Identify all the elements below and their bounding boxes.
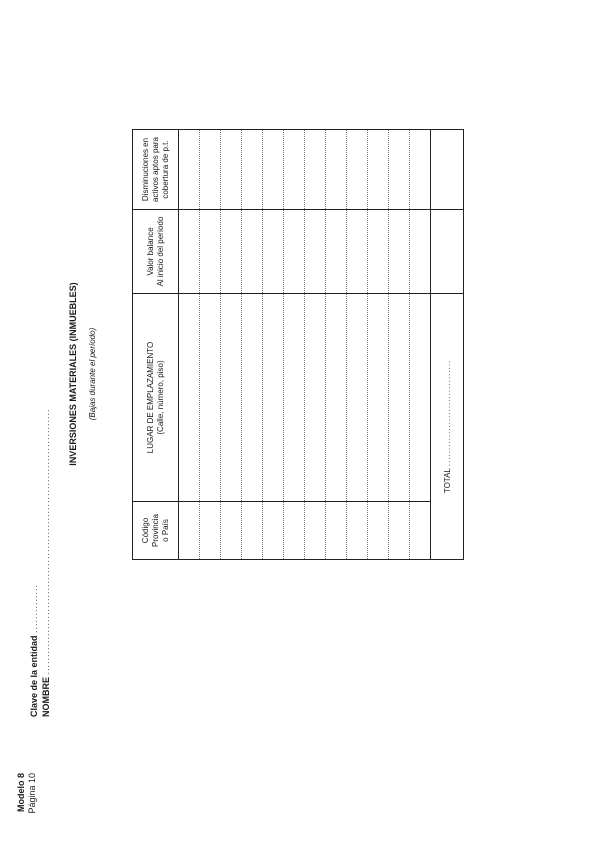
header-codigo-line3: o País [160, 519, 170, 542]
cell-lugar[interactable] [326, 294, 347, 502]
cell-valor[interactable] [368, 210, 389, 294]
model-info [16, 773, 38, 814]
total-disminuciones[interactable] [431, 130, 464, 210]
cell-disminuciones[interactable] [389, 130, 410, 210]
entity-info [28, 408, 52, 717]
cell-codigo[interactable] [389, 502, 410, 560]
form-subtitle: (Bajas durante el período) [88, 327, 97, 421]
header-disminuciones [133, 130, 179, 210]
table-row [347, 130, 368, 560]
cell-valor[interactable] [389, 210, 410, 294]
cell-disminuciones[interactable] [410, 130, 431, 210]
header-codigo-line2: Provincia [150, 514, 160, 547]
cell-codigo[interactable] [179, 502, 200, 560]
cell-lugar[interactable] [347, 294, 368, 502]
total-valor[interactable] [431, 210, 464, 294]
clave-label: Clave de la entidad [29, 635, 39, 717]
table-row [284, 130, 305, 560]
cell-lugar[interactable] [263, 294, 284, 502]
form-title: INVERSIONES MATERIALES (INMUEBLES) [68, 282, 78, 466]
cell-valor[interactable] [305, 210, 326, 294]
table-row [368, 130, 389, 560]
header-codigo [133, 502, 179, 560]
cell-valor[interactable] [200, 210, 221, 294]
cell-codigo[interactable] [284, 502, 305, 560]
cell-valor[interactable] [410, 210, 431, 294]
cell-disminuciones[interactable] [347, 130, 368, 210]
header-dism-line1: Disminuciones en [140, 137, 150, 202]
table-row [200, 130, 221, 560]
cell-lugar[interactable] [410, 294, 431, 502]
header-lugar-line1: LUGAR DE EMPLAZAMIENTO [145, 341, 155, 454]
cell-valor[interactable] [347, 210, 368, 294]
cell-lugar[interactable] [221, 294, 242, 502]
cell-lugar[interactable] [200, 294, 221, 502]
cell-codigo[interactable] [263, 502, 284, 560]
total-dots: ................................. [442, 359, 452, 467]
table-header-row [133, 130, 179, 560]
cell-codigo[interactable] [200, 502, 221, 560]
cell-lugar[interactable] [389, 294, 410, 502]
total-label-cell [431, 294, 464, 560]
cell-codigo[interactable] [347, 502, 368, 560]
cell-valor[interactable] [242, 210, 263, 294]
table-row [389, 130, 410, 560]
nombre-line [40, 408, 52, 717]
cell-disminuciones[interactable] [242, 130, 263, 210]
header-dism-line3: cobertura de p.t. [160, 140, 170, 199]
investments-table [132, 129, 464, 560]
header-valor-line2: Al inicio del período [155, 216, 165, 287]
cell-valor[interactable] [221, 210, 242, 294]
table-row [263, 130, 284, 560]
cell-valor[interactable] [179, 210, 200, 294]
cell-disminuciones[interactable] [263, 130, 284, 210]
cell-lugar[interactable] [179, 294, 200, 502]
header-dism-line2: activos aptos para [150, 137, 160, 202]
cell-codigo[interactable] [242, 502, 263, 560]
cell-lugar[interactable] [284, 294, 305, 502]
clave-field[interactable]: .............. [29, 583, 39, 633]
total-label: TOTAL [442, 468, 452, 494]
nombre-label: NOMBRE [41, 677, 51, 717]
header-valor [133, 210, 179, 294]
cell-disminuciones[interactable] [305, 130, 326, 210]
cell-lugar[interactable] [368, 294, 389, 502]
cell-lugar[interactable] [242, 294, 263, 502]
cell-valor[interactable] [263, 210, 284, 294]
table-row [221, 130, 242, 560]
model-number: Modelo 8 [16, 773, 26, 813]
total-row [431, 130, 464, 560]
table-row [179, 130, 200, 560]
cell-codigo[interactable] [368, 502, 389, 560]
table-row [410, 130, 431, 560]
table-row [326, 130, 347, 560]
cell-codigo[interactable] [305, 502, 326, 560]
page-number: Página 10 [27, 773, 37, 814]
cell-valor[interactable] [326, 210, 347, 294]
cell-disminuciones[interactable] [284, 130, 305, 210]
cell-codigo[interactable] [326, 502, 347, 560]
cell-codigo[interactable] [221, 502, 242, 560]
cell-valor[interactable] [284, 210, 305, 294]
cell-disminuciones[interactable] [179, 130, 200, 210]
cell-disminuciones[interactable] [326, 130, 347, 210]
cell-disminuciones[interactable] [221, 130, 242, 210]
header-codigo-line1: Código [140, 517, 150, 544]
cell-disminuciones[interactable] [368, 130, 389, 210]
cell-lugar[interactable] [305, 294, 326, 502]
table-row [242, 130, 263, 560]
nombre-field[interactable]: ............................................................................ [41, 408, 51, 675]
cell-codigo[interactable] [410, 502, 431, 560]
header-lugar [133, 294, 179, 502]
cell-disminuciones[interactable] [200, 130, 221, 210]
header-lugar-line2: (Calle, número, piso) [155, 360, 165, 435]
table-row [305, 130, 326, 560]
header-valor-line1: Valor balance [145, 227, 155, 276]
clave-line [28, 408, 40, 717]
